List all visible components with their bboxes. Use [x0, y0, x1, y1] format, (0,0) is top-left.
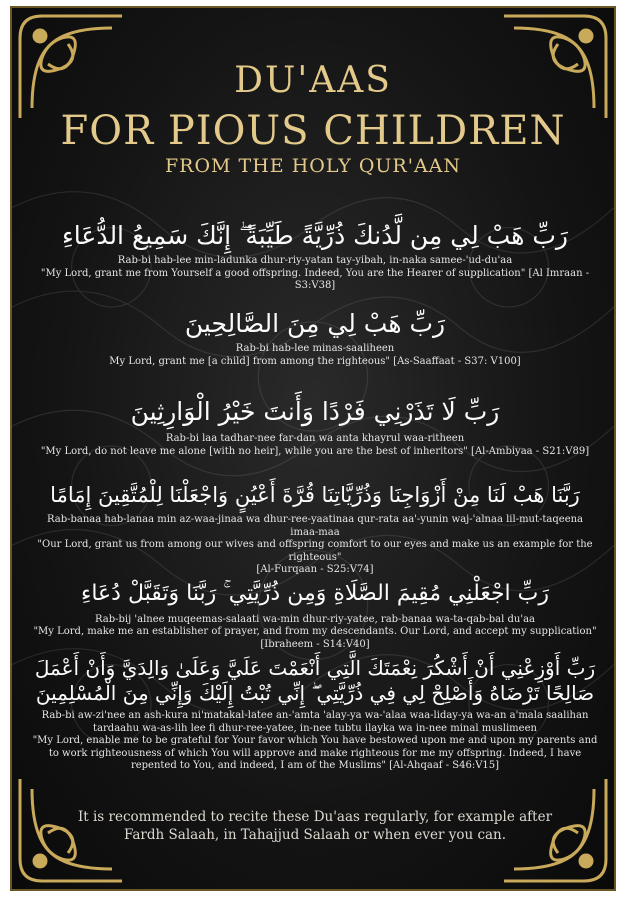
subtitle: FROM THE HOLY QUR'AAN	[164, 155, 462, 177]
dua-translation: "My Lord, grant me from Yourself a good offspring. Indeed, You are the Hearer of supplication" [Al Imraan - S3:V38]	[40, 267, 590, 292]
dua-4	[32, 482, 598, 577]
dua-transliteration: Rab-bi hab-lee minas-saaliheen	[235, 343, 395, 355]
dua-arabic: رَبِّ هَبْ لِي مِن لَّدُنكَ ذُرِّيَّةً طَيِّبَةً ۖ إِنَّكَ سَمِيعُ الدُّعَاءِ	[62, 221, 568, 250]
dua-transliteration: Rab-banaa hab-lanaa min az-waa-jinaa wa dhur-ree-yaatinaa qur-rata aa'-yunin waj-'alnaa lil-mut-taqeena imaa-maa	[46, 514, 584, 538]
title-line-1: DU'AAS	[234, 60, 392, 101]
dua-translation: "My Lord, make me an establisher of prayer, and from my descendants. Our Lord, and accept my supplication" [Ibraheem - S14:V40]	[33, 626, 597, 650]
dua-1	[32, 220, 598, 293]
dua-arabic: رَبِّ لَا تَذَرْنِي فَرْدًا وَأَنتَ خَيْرُ الْوَارِثِينَ	[130, 397, 500, 426]
dua-transliteration: Rab-bij 'alnee muqeemas-salaati wa-min dhur-riy-yatee, rab-banaa wa-ta-qab-bal du'aa	[94, 613, 536, 625]
dua-arabic: رَبَّنَا هَبْ لَنَا مِنْ أَزْوَاجِنَا وَذُرِّيَّاتِنَا قُرَّةَ أَعْيُنٍ وَاجْعَلْنَا لِلْمُتَّقِينَ إِمَامًا	[50, 483, 580, 507]
recommendation-note	[52, 808, 578, 844]
dua-arabic-line-2: صَالِحًا تَرْضَاهُ وَأَصْلِحْ لِي فِي ذُرِّيَّتِي ۖ إِنِّي تُبْتُ إِلَيْكَ وَإِنِّي مِنَ الْمُسْلِمِينَ	[35, 681, 595, 705]
dua-3	[32, 396, 598, 458]
dua-arabic-line-1: رَبِّ أَوْزِعْنِي أَنْ أَشْكُرَ نِعْمَتَكَ الَّتِي أَنْعَمْتَ عَلَيَّ وَعَلَىٰ وَالِدَيَّ وَأَنْ أَعْمَلَ	[34, 656, 596, 680]
note-line-1: It is recommended to recite these Du'aas regularly, for example after	[77, 809, 553, 825]
dua-transliteration: Rab-bi laa tadhar-nee far-dan wa anta khayrul waa-ritheen	[165, 433, 465, 445]
dua-arabic: رَبِّ اجْعَلْنِي مُقِيمَ الصَّلَاةِ وَمِن ذُرِّيَّتِي ۚ رَبَّنَا وَتَقَبَّلْ دُعَاءِ	[80, 581, 549, 606]
dua-translation: "My Lord, enable me to be grateful for Your favor which You have bestowed upon me and upon my parents and to work righteousness of which You will approve and make righteous for me my offspring. Indeed, I have repented to You, and indeed, I am of the Muslims" [Al-Ahqaaf - S46:V15]	[32, 735, 598, 771]
poster	[10, 6, 616, 891]
dua-translation: "My Lord, do not leave me alone [with no heir], while you are the best of inheritors" [Al-Ambiyaa - S21:V89]	[40, 445, 590, 457]
dua-2	[32, 308, 598, 368]
title-line-2: FOR PIOUS CHILDREN	[60, 108, 566, 154]
dua-reference: [Al-Furqaan - S25:V74]	[256, 564, 374, 576]
poster-content	[12, 8, 614, 889]
dua-transliteration: Rab-bi aw-zi'nee an ash-kura ni'matakal-latee an-'amta 'alay-ya wa-'alaa waa-liday-ya wa-an a'mala saalihan tardaahu wa-as-lih lee fi dhur-ree-yatee, in-nee tubtu ilayka wa in-nee minal muslimeen	[41, 710, 589, 734]
note-line-2: Fardh Salaah, in Tahajjud Salaah or when ever you can.	[123, 827, 507, 844]
dua-translation: "Our Lord, grant us from among our wives and offspring comfort to our eyes and make us an example for the righteous"	[37, 539, 593, 563]
dua-translation: My Lord, grant me [a child] from among the righteous" [As-Saaffaat - S37: V100]	[109, 355, 521, 367]
dua-6	[32, 656, 598, 773]
dua-arabic: رَبِّ هَبْ لِي مِنَ الصَّالِحِينَ	[184, 309, 446, 338]
dua-5	[32, 580, 598, 651]
dua-transliteration: Rab-bi hab-lee min-ladunka dhur-riy-yatan tay-yibah, in-naka samee-'ud-du'aa	[117, 255, 513, 267]
